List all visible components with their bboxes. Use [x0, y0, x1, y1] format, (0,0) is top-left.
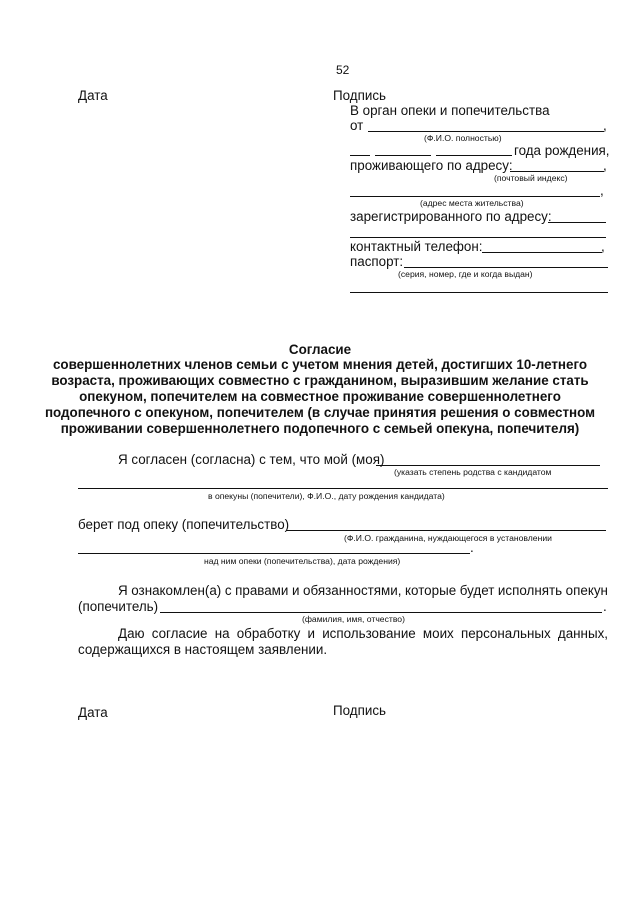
guardian-label: (попечитель) — [78, 599, 159, 614]
title-line-4: опекуном, попечителем на совместное проживание совершеннолетнего — [79, 389, 561, 404]
word: Даю — [118, 626, 145, 641]
birth-year-label: года рождения, — [514, 143, 610, 158]
title-line-5: подопечного с опекуном, попечителем (в случае принятия решения о совместном — [44, 405, 596, 420]
fio-hint: (Ф.И.О. полностью) — [424, 133, 502, 143]
agree-text: Я согласен (согласна) с тем, что мой (моя) — [118, 452, 385, 467]
word: обработку — [236, 626, 301, 641]
birth-month-field[interactable] — [375, 155, 431, 156]
postal-hint: (почтовый индекс) — [494, 173, 568, 183]
ward-field-2[interactable] — [78, 553, 470, 554]
name-hint: (фамилия, имя, отчество) — [302, 614, 405, 624]
word: на — [214, 626, 230, 641]
fio-field[interactable] — [368, 131, 604, 132]
word: опекун — [565, 583, 608, 598]
candidate-field[interactable] — [78, 488, 608, 489]
postal-comma: , — [603, 158, 607, 173]
birth-day-field[interactable] — [350, 155, 370, 156]
residence-comma: , — [600, 183, 604, 198]
residence-hint: (адрес места жительства) — [420, 198, 524, 208]
residing-label: проживающего по адресу: — [350, 158, 513, 173]
registered-address-field-2[interactable] — [350, 237, 606, 238]
title-line-2: совершеннолетних членов семьи с учетом мнения детей, достигших 10-летнего — [52, 357, 588, 372]
top-signature-label: Подпись — [333, 88, 386, 103]
relation-field[interactable] — [376, 465, 600, 466]
addressee: В орган опеки и попечительства — [350, 103, 550, 118]
word: и — [307, 626, 316, 641]
passport-field-2[interactable] — [350, 292, 608, 293]
postal-index-field[interactable] — [510, 171, 604, 172]
word: использование — [322, 626, 416, 641]
title-line-6: проживании совершеннолетнего подопечного с семьей опекуна, попечителя) — [60, 421, 580, 436]
word: персональных — [460, 626, 551, 641]
page-number: 52 — [336, 63, 350, 77]
passport-label: паспорт: — [350, 254, 404, 269]
phone-label: контактный телефон: — [350, 239, 483, 254]
phone-comma: , — [601, 239, 605, 254]
guardian-dot: . — [603, 599, 607, 614]
from-label: от — [350, 118, 364, 133]
bottom-date-label: Дата — [78, 705, 108, 720]
registered-label: зарегистрированного по адресу: — [350, 209, 552, 224]
bottom-signature-label: Подпись — [333, 703, 386, 718]
word: моих — [422, 626, 454, 641]
word: исполнять — [497, 583, 563, 598]
ward-hint-2: над ним опеки (попечительства), дата рождения) — [204, 556, 401, 566]
acquainted-line — [118, 583, 608, 599]
word: правами — [235, 583, 289, 598]
top-date-label: Дата — [78, 88, 108, 103]
takes-custody-label: берет под опеку (попечительство) — [78, 517, 290, 532]
word: Я — [118, 583, 128, 598]
consent-line-2: содержащихся в настоящем заявлении. — [78, 642, 328, 657]
ward-hint: (Ф.И.О. гражданина, нуждающегося в установлении — [344, 533, 552, 543]
residence-address-field[interactable] — [350, 196, 600, 197]
ward-field[interactable] — [286, 530, 606, 531]
candidate-hint: в опекуны (попечители), Ф.И.О., дату рождения кандидата) — [208, 491, 445, 501]
word: ознакомлен(а) — [131, 583, 222, 598]
guardian-name-field[interactable] — [160, 612, 602, 613]
word: с — [224, 583, 232, 598]
relation-hint: (указать степень родства с кандидатом — [394, 467, 552, 477]
word: данных, — [557, 626, 608, 641]
passport-field[interactable] — [404, 267, 608, 268]
birth-year-field[interactable] — [436, 155, 512, 156]
registered-address-field[interactable] — [548, 222, 606, 223]
fio-comma: , — [603, 118, 607, 133]
phone-field[interactable] — [482, 252, 602, 253]
word: будет — [459, 583, 495, 598]
passport-hint: (серия, номер, где и когда выдан) — [398, 269, 533, 279]
title-heading: Согласие — [288, 342, 352, 357]
word: которые — [405, 583, 457, 598]
word: обязанностями, — [303, 583, 402, 598]
title-line-3: возраста, проживающих совместно с гражданином, выразившим желание стать — [51, 373, 589, 388]
ward-dot: . — [470, 540, 474, 555]
word: согласие — [151, 626, 208, 641]
word: и — [291, 583, 300, 598]
consent-line — [118, 626, 608, 642]
